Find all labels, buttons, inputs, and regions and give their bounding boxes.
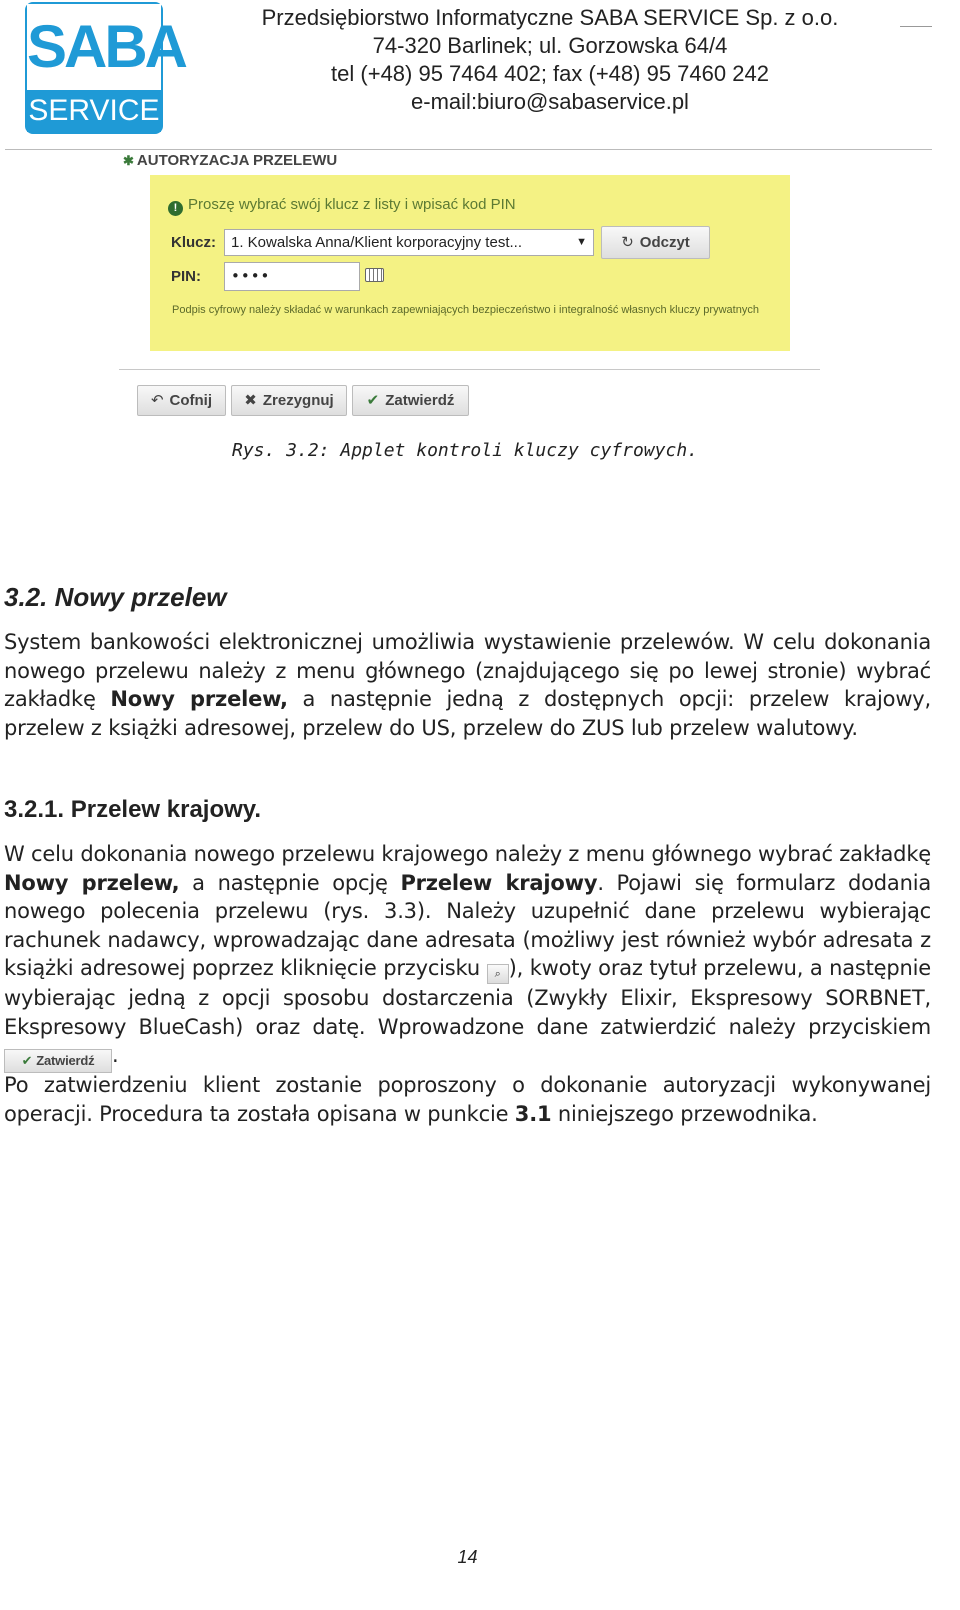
text-run: ), kwoty oraz tytuł przelewu, a następnie wybierając jedną z opcji sposobu dostarczenia (Zwykły Elixir, Ekspresowy SORBNET, Ekspresowy BlueCash) oraz datę. Wprowadzone dane zatwierdzić należy przyciskiem	[4, 956, 931, 1039]
inline-confirm-button	[4, 1049, 112, 1073]
confirm-button[interactable]	[352, 385, 469, 416]
text-run: .	[112, 1043, 119, 1067]
applet-title-text: AUTORYZACJA PRZELEWU	[136, 152, 338, 169]
checkmark-icon: ✔	[21, 1053, 33, 1068]
company-info	[180, 4, 920, 116]
text-run: a następnie opcję	[179, 870, 401, 895]
subsection-paragraph	[4, 840, 931, 1073]
confirm-button-label: Zatwierdź	[385, 392, 455, 409]
applet-divider	[119, 369, 820, 370]
back-button-label: Cofnij	[169, 392, 213, 409]
applet-title	[123, 152, 337, 169]
undo-arrow-icon: ↶	[150, 392, 164, 409]
security-note: Podpis cyfrowy należy składać w warunkach zapewniających bezpieczeństwo i integralność własnych kluczy prywatnych	[172, 304, 759, 316]
chevron-down-icon: ▼	[576, 236, 587, 248]
header-mark	[900, 26, 932, 27]
cancel-button-label: Zrezygnuj	[262, 392, 334, 409]
subsection-paragraph-2	[4, 1071, 931, 1128]
section-heading: 3.2. Nowy przelew	[4, 582, 227, 612]
inline-confirm-label: Zatwierdź	[36, 1053, 95, 1068]
info-message	[168, 196, 516, 216]
text-run: a następnie jedną z dostępnych opcji: przelew krajowy, przelew z książki adresowej, przelew do US, przelew do ZUS lub przelew walutowy.	[4, 687, 931, 740]
header-divider	[5, 149, 932, 150]
text-run: System bankowości elektronicznej umożliwia wystawienie przelewów. W celu dokonania nowego przelewu należy z menu głównego (znajdującego się po lewej stronie) wybrać zakładkę	[4, 630, 931, 711]
cancel-button[interactable]	[231, 385, 347, 416]
text-run: W celu dokonania nowego przelewu krajowego należy z menu głównego wybrać zakładkę	[4, 842, 931, 866]
info-icon: !	[168, 201, 183, 216]
bold-text: 3.1	[514, 1101, 552, 1126]
x-icon: ✖	[244, 392, 257, 409]
back-button[interactable]	[137, 385, 226, 416]
section-paragraph	[4, 628, 931, 742]
info-message-text: Proszę wybrać swój klucz z listy i wpisać kod PIN	[188, 196, 516, 213]
page-number: 14	[457, 1547, 478, 1567]
text-run: Po zatwierdzeniu klient zostanie poproszony o dokonanie autoryzacji wykonywanej operacji. Procedura ta została opisana w punkcie	[4, 1073, 931, 1126]
company-logo	[25, 2, 186, 134]
pin-input[interactable]: ••••	[224, 262, 360, 291]
key-label: Klucz:	[171, 234, 216, 251]
company-phone: tel (+48) 95 7464 402; fax (+48) 95 7460 242	[331, 61, 769, 86]
company-name: Przedsiębiorstwo Informatyczne SABA SERVICE Sp. z o.o.	[261, 5, 839, 30]
subsection-heading: 3.2.1. Przelew krajowy.	[4, 796, 262, 823]
company-address: 74-320 Barlinek; ul. Gorzowska 64/4	[372, 33, 728, 58]
keyboard-icon[interactable]	[365, 268, 384, 282]
bold-text: Nowy przelew,	[4, 870, 180, 895]
bold-text: Nowy przelew,	[110, 687, 288, 711]
address-book-search-icon: ⌕	[487, 964, 509, 984]
key-select-value: 1. Kowalska Anna/Klient korporacyjny test...	[231, 234, 522, 251]
refresh-icon: ↻	[621, 234, 634, 251]
text-run: . Pojawi się formularz dodania nowego polecenia przelewu (rys. 3.3). Należy uzupełnić dane przelewu wybierając rachunek nadawcy, wprowadzając dane adresata (możliwy jest również wybór adresata z książki adresowej poprzez kliknięcie przycisku	[4, 870, 931, 980]
pin-label: PIN:	[171, 268, 201, 285]
text-run: niniejszego przewodnika.	[551, 1101, 818, 1126]
figure-caption: Rys. 3.2: Applet kontroli kluczy cyfrowych.	[232, 440, 698, 461]
logo-text-top: SABA	[27, 4, 161, 90]
read-button-label: Odczyt	[639, 234, 690, 251]
key-select[interactable]	[224, 229, 594, 256]
bold-text: Przelew krajowy	[400, 870, 598, 895]
gear-icon: ✱	[123, 153, 134, 168]
company-email: e-mail:biuro@sabaservice.pl	[411, 89, 689, 114]
logo-text-bottom: SERVICE	[27, 90, 161, 132]
read-button[interactable]	[601, 226, 710, 259]
checkmark-icon: ✔	[366, 392, 380, 409]
